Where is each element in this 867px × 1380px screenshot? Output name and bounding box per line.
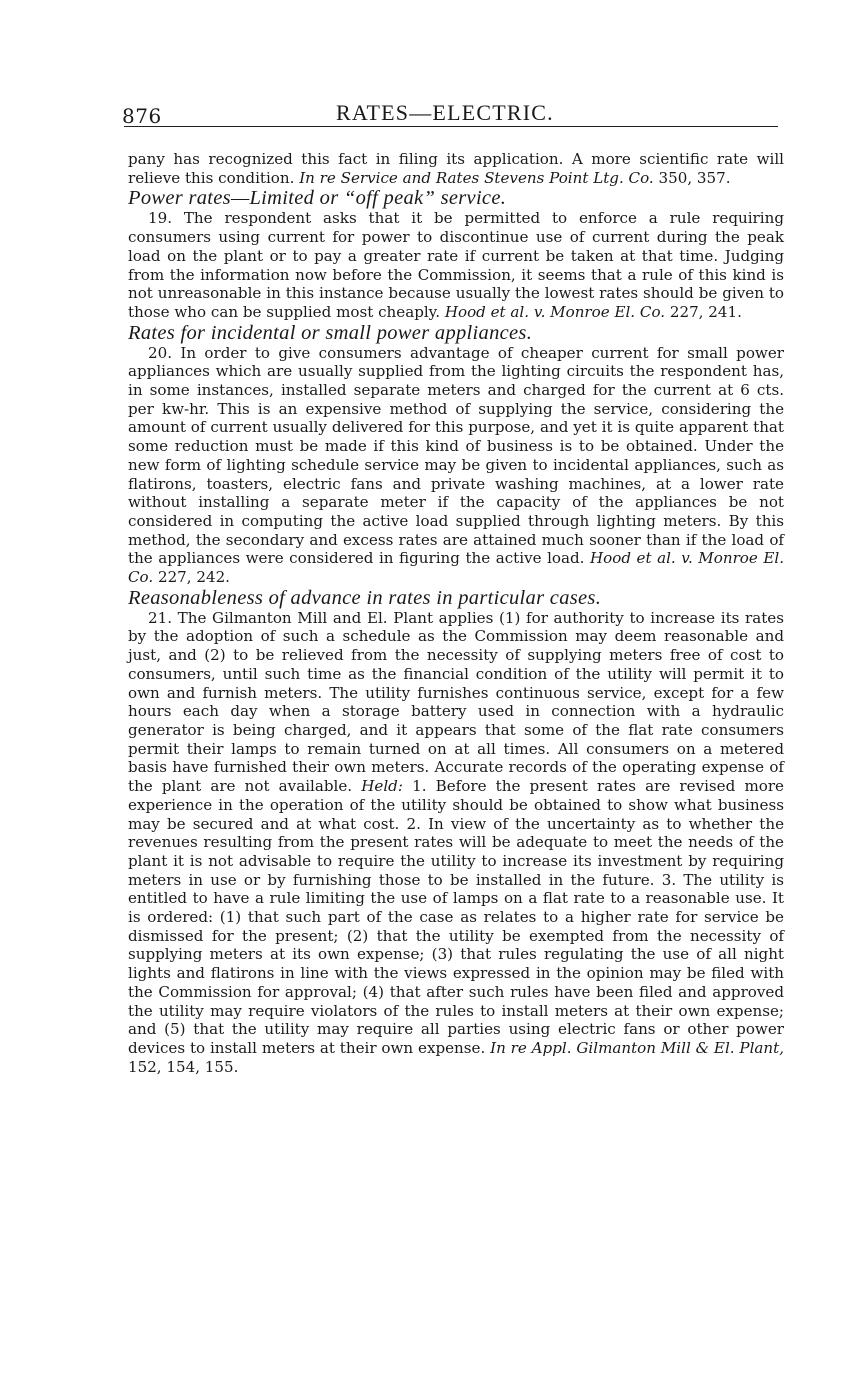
section-heading-20: Rates for incidental or small power appliances. bbox=[128, 321, 533, 344]
section-heading-21: Reasonableness of advance in rates in particular cases. bbox=[128, 586, 602, 609]
case-citation: Hood et al. v. Monroe El. Co. bbox=[128, 549, 784, 587]
paragraph-19: 19. The respondent asks that it be permitted to enforce a rule requiring consumers using current for power to discontinue use of current during the peak load on the plant or to pay a greater rate if current be taken at that time. Judging from the information now before the Commission, it seems that a rule of this kind is not unreasonable in this instance because usually the lowest rates should be given to those who can be supplied most cheaply. Hood et al. v. Monroe El. Co. 227, 241. bbox=[128, 209, 784, 321]
page-header bbox=[122, 98, 782, 128]
case-citation: In re Service and Rates Stevens Point Ltg. Co. bbox=[299, 168, 654, 187]
page-number: 876 bbox=[122, 104, 162, 128]
paragraph-20: 20. In order to give consumers advantage of cheaper current for small power appliances which are usually supplied from the lighting circuits the respondent has, in some instances, installed separate meters and charged for the current at 6 cts. per kw-hr. This is an expensive method of supplying the service, considering the amount of current usually delivered for this purpose, and yet it is quite apparent that some reduction must be made if this kind of business is to be obtained. Under the new form of lighting schedule service may be given to incidental appliances, such as flatirons, toasters, electric fans and private washing machines, at a lower rate without installing a separate meter if the capacity of the appliances be not considered in computing the active load supplied through lighting meters. By this method, the secondary and excess rates are attained much sooner than if the load of the appliances were considered in figuring the active load. Hood et al. v. Monroe El. Co. 227, 242. bbox=[128, 343, 784, 587]
running-head: RATES—ELECTRIC. bbox=[336, 100, 554, 125]
section-heading-19: Power rates—Limited or “off peak” service. bbox=[128, 187, 507, 210]
header-rule bbox=[124, 126, 778, 127]
body-text bbox=[128, 150, 784, 1076]
paragraph-21: 21. The Gilmanton Mill and El. Plant applies (1) for authority to increase its rates by the adoption of such a schedule as the Commission may deem reasonable and just, and (2) to be relieved from the necessity of supplying meters free of cost to consumers, until such time as the financial condition of the utility will permit it to own and furnish meters. The utility furnishes continuous service, except for a few hours each day when a storage battery used in connection with a hydraulic generator is being charged, and it appears that some of the flat rate consumers permit their lamps to remain turned on at all times. All consumers on a metered basis have furnished their own meters. Accurate records of the operating expense of the plant are not available. Held: 1. Before the present rates are revised more experience in the operation of the utility should be obtained to show what business may be secured and at what cost. 2. In view of the uncertainty as to whether the revenues resulting from the present rates will be adequate to meet the needs of the plant it is not advisable to require the utility to increase its investment by requiring meters in use or by furnishing those to be installed in the future. 3. The utility is entitled to have a rule limiting the use of lamps on a flat rate to a reasonable use. It is ordered: (1) that such part of the case as relates to a higher rate for service be dismissed for the present; (2) that the utility be exempted from the necessity of supplying meters at its own expense; (3) that rules regulating the use of all night lights and flatirons in line with the views expressed in the opinion may be filed with the Commission for approval; (4) that after such rules have been filed and approved the utility may require violators of the rules to install meters at their own expense; and (5) that the utility may require all parties using electric fans or other power devices to install meters at their own expense. In re Appl. Gilmanton Mill & El. Plant, 152, 154, 155. bbox=[128, 608, 784, 1076]
case-citation: In re Appl. Gilmanton Mill & El. Plant, bbox=[490, 1038, 784, 1057]
case-citation: Hood et al. v. Monroe El. Co. bbox=[444, 302, 666, 321]
held-label: Held: bbox=[361, 777, 403, 796]
paragraph-continuation: pany has recognized this fact in filing its application. A more scientific rate will relieve this condition. In re Service and Rates Stevens Point Ltg. Co. 350, 357. bbox=[128, 150, 784, 187]
